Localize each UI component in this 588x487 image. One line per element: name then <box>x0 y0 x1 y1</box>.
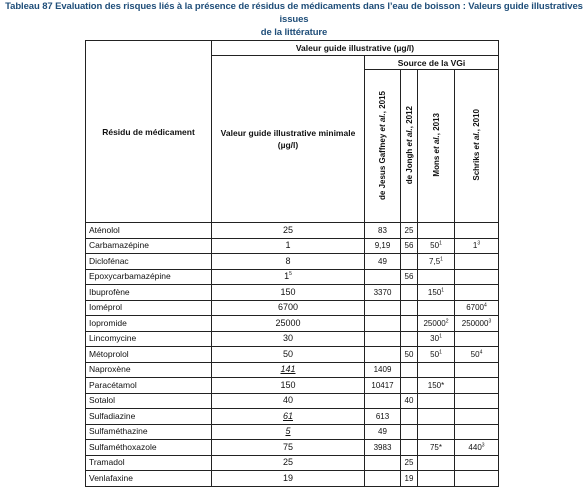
source-3-value <box>418 471 455 487</box>
residue-name: Sulfaméthoxazole <box>86 440 212 456</box>
source-1-value <box>365 347 401 363</box>
caption-line-2: de la littérature <box>260 27 328 38</box>
source-1-value <box>365 269 401 285</box>
source-4-value: 250000$^3$ <box>455 316 499 332</box>
min-value: 19 <box>212 471 365 487</box>
source-3-value: $150^1$ <box>418 285 455 301</box>
table-row <box>86 440 499 456</box>
source-4-value: 6700$^4$ <box>455 300 499 316</box>
residue-name: Sulfadiazine <box>86 409 212 425</box>
residue-name: Epoxycarbamazépine <box>86 269 212 285</box>
table-row <box>86 393 499 409</box>
min-value: 8 <box>212 254 365 270</box>
source-2-value: 19 <box>401 471 418 487</box>
source-4-value <box>455 223 499 239</box>
residue-name: Métoprolol <box>86 347 212 363</box>
source-4-value <box>455 424 499 440</box>
residue-name: Venlafaxine <box>86 471 212 487</box>
source-3-value <box>418 424 455 440</box>
min-value: 150 <box>212 378 365 394</box>
min-value: 5 <box>212 424 365 440</box>
source-4-value <box>455 331 499 347</box>
table-row <box>86 331 499 347</box>
header-source-1: de Jesus Gaffney et al., 2015 <box>365 70 401 223</box>
source-2-value <box>401 362 418 378</box>
header-group: Valeur guide illustrative (µg/l) <box>212 41 499 56</box>
source-1-value <box>365 316 401 332</box>
source-3-value: $30^1$ <box>418 331 455 347</box>
source-4-value <box>455 269 499 285</box>
caption-line-1: Tableau 87 Evaluation des risques liés à la présence de résidus de médicaments dans l’eau de boisson : Valeurs guide illustratives issues <box>5 1 583 25</box>
source-1-value <box>365 393 401 409</box>
source-1-value: 1409 <box>365 362 401 378</box>
min-value: 141 <box>212 362 365 378</box>
min-value: 40 <box>212 393 365 409</box>
source-3-value <box>418 362 455 378</box>
residue-name: Sulfaméthazine <box>86 424 212 440</box>
min-value: 50 <box>212 347 365 363</box>
residue-name: Carbamazépine <box>86 238 212 254</box>
source-3-value <box>418 300 455 316</box>
source-4-value <box>455 285 499 301</box>
table-caption <box>0 0 588 39</box>
residue-name: Tramadol <box>86 455 212 471</box>
source-2-value <box>401 331 418 347</box>
table-row <box>86 238 499 254</box>
residue-name: Iopromide <box>86 316 212 332</box>
source-3-value: 150* <box>418 378 455 394</box>
min-value: 1 <box>212 238 365 254</box>
table-row <box>86 300 499 316</box>
table-row <box>86 455 499 471</box>
residue-name: Naproxène <box>86 362 212 378</box>
source-1-value: 3370 <box>365 285 401 301</box>
source-4-value <box>455 393 499 409</box>
residue-name: Ioméprol <box>86 300 212 316</box>
residue-name: Ibuprofène <box>86 285 212 301</box>
table-row <box>86 285 499 301</box>
source-4-value: $50^4$ <box>455 347 499 363</box>
source-1-value: 9,19 <box>365 238 401 254</box>
guide-values-table <box>85 40 499 487</box>
source-4-value <box>455 378 499 394</box>
min-value: 61 <box>212 409 365 425</box>
source-1-value: 10417 <box>365 378 401 394</box>
table-row <box>86 424 499 440</box>
residue-name: Diclofénac <box>86 254 212 270</box>
source-2-value <box>401 440 418 456</box>
source-3-value: 25000$^2$ <box>418 316 455 332</box>
table-row <box>86 269 499 285</box>
source-2-value <box>401 316 418 332</box>
source-1-value: 613 <box>365 409 401 425</box>
source-1-value: 3983 <box>365 440 401 456</box>
source-4-value <box>455 455 499 471</box>
min-value: 150 <box>212 285 365 301</box>
source-3-value <box>418 223 455 239</box>
source-2-value: 50 <box>401 347 418 363</box>
min-value: 25 <box>212 223 365 239</box>
header-source-3: Mons et al., 2013 <box>418 70 455 223</box>
source-2-value <box>401 378 418 394</box>
header-source-4: Schriks et al., 2010 <box>455 70 499 223</box>
table-row <box>86 409 499 425</box>
residue-name: Lincomycine <box>86 331 212 347</box>
residue-name: Sotalol <box>86 393 212 409</box>
source-2-value: 56 <box>401 269 418 285</box>
source-1-value <box>365 331 401 347</box>
residue-name: Paracétamol <box>86 378 212 394</box>
source-1-value: 83 <box>365 223 401 239</box>
table-row <box>86 378 499 394</box>
source-4-value: $440^3$ <box>455 440 499 456</box>
source-2-value: 56 <box>401 238 418 254</box>
source-2-value: 25 <box>401 223 418 239</box>
source-2-value: 40 <box>401 393 418 409</box>
header-source-2: de Jongh et al., 2012 <box>401 70 418 223</box>
source-2-value <box>401 300 418 316</box>
source-4-value <box>455 254 499 270</box>
source-2-value <box>401 254 418 270</box>
source-2-value <box>401 285 418 301</box>
source-3-value <box>418 455 455 471</box>
min-value: 75 <box>212 440 365 456</box>
source-3-value <box>418 269 455 285</box>
source-2-value <box>401 424 418 440</box>
source-2-value <box>401 409 418 425</box>
header-residue: Résidu de médicament <box>86 41 212 223</box>
residue-name: Aténolol <box>86 223 212 239</box>
table-row <box>86 223 499 239</box>
source-3-value: 75* <box>418 440 455 456</box>
source-3-value: $7,5^1$ <box>418 254 455 270</box>
source-3-value <box>418 409 455 425</box>
source-3-value: $50^1$ <box>418 347 455 363</box>
min-value: 25 <box>212 455 365 471</box>
source-3-value: $50^1$ <box>418 238 455 254</box>
source-4-value <box>455 362 499 378</box>
min-value: 30 <box>212 331 365 347</box>
source-2-value: 25 <box>401 455 418 471</box>
min-value: 25000 <box>212 316 365 332</box>
table-row <box>86 347 499 363</box>
table-row <box>86 316 499 332</box>
source-4-value: $1^3$ <box>455 238 499 254</box>
header-source-group: Source de la VGi <box>365 56 499 70</box>
header-min-value: Valeur guide illustrative minimale (µg/l) <box>212 56 365 223</box>
source-4-value <box>455 409 499 425</box>
source-4-value <box>455 471 499 487</box>
source-1-value <box>365 471 401 487</box>
source-1-value <box>365 300 401 316</box>
source-1-value: 49 <box>365 424 401 440</box>
min-value: 6700 <box>212 300 365 316</box>
table-row <box>86 254 499 270</box>
min-value: $1^5$ <box>212 269 365 285</box>
source-1-value <box>365 455 401 471</box>
source-1-value: 49 <box>365 254 401 270</box>
table-row <box>86 362 499 378</box>
source-3-value <box>418 393 455 409</box>
table-row <box>86 471 499 487</box>
